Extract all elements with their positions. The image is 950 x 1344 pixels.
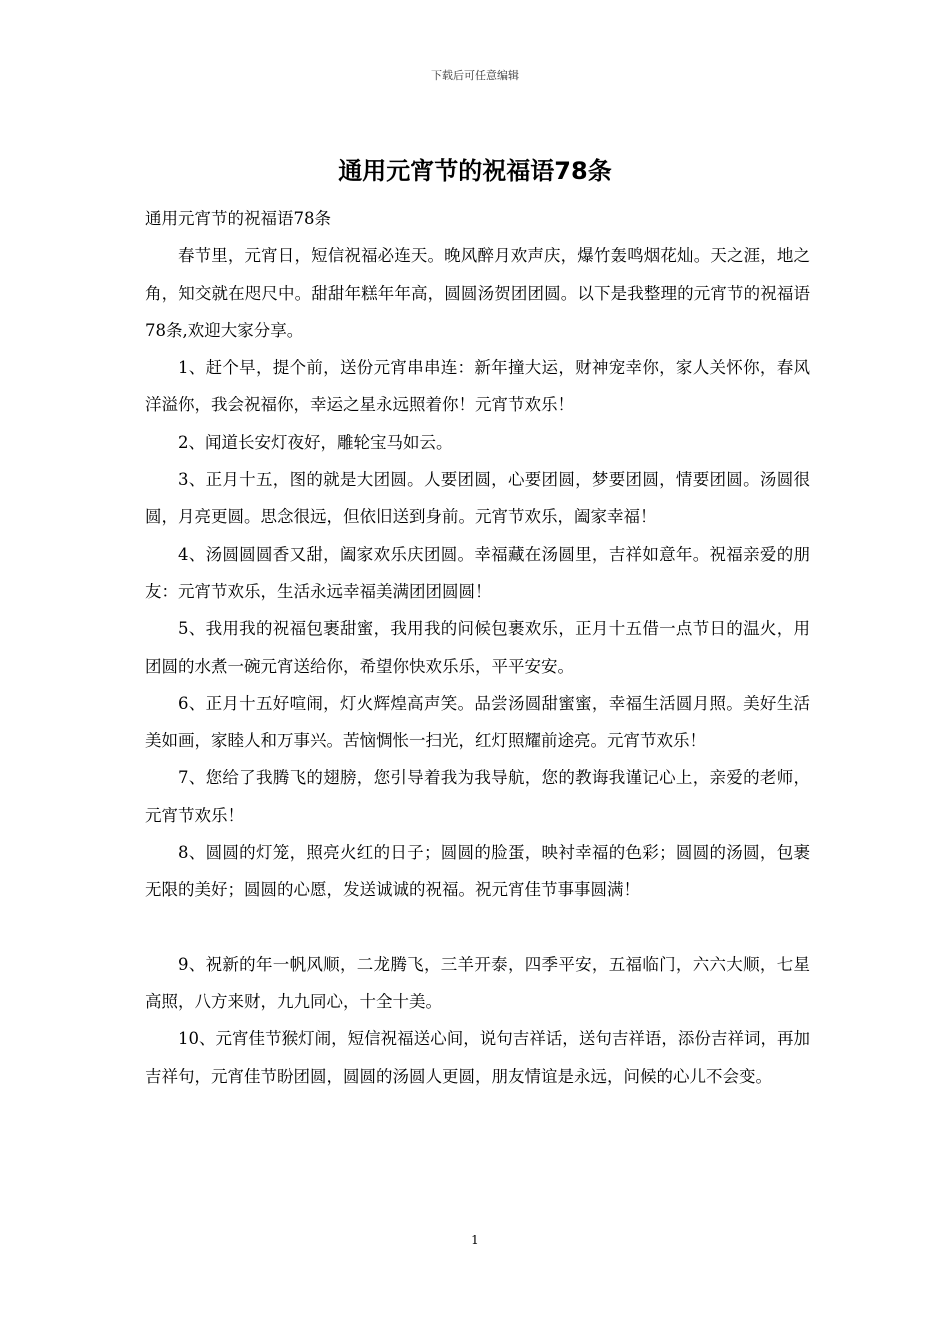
list-item: 1、赶个早，提个前，送份元宵串串连：新年撞大运，财神宠幸你，家人关怀你，春风洋溢你，我会祝福你，幸运之星永远照着你！元宵节欢乐！ <box>145 358 810 415</box>
document-body <box>145 200 810 1095</box>
list-item: 4、汤圆圆圆香又甜，阖家欢乐庆团圆。幸福藏在汤圆里，吉祥如意年。祝福亲爱的朋友：元宵节欢乐，生活永远幸福美满团团圆圆！ <box>145 544 810 601</box>
page-number: 1 <box>471 1233 479 1247</box>
page-header-note: 下载后可任意编辑 <box>431 69 519 82</box>
list-item: 6、正月十五好喧闹，灯火辉煌高声笑。品尝汤圆甜蜜蜜，幸福生活圆月照。美好生活美如画，家睦人和万事兴。苦恼惆怅一扫光，红灯照耀前途亮。元宵节欢乐！ <box>145 693 810 751</box>
intro-paragraph: 春节里，元宵日，短信祝福必连天。晚风醉月欢声庆，爆竹轰鸣烟花灿。天之涯，地之角，知交就在咫尺中。甜甜年糕年年高，圆圆汤贺团团圆。以下是我整理的元宵节的祝福语78条,欢迎大家分享。 <box>145 246 810 340</box>
list-item: 10、元宵佳节猴灯闹，短信祝福送心间，说句吉祥话，送句吉祥语，添份吉祥词，再加吉祥句，元宵佳节盼团圆，圆圆的汤圆人更圆，朋友情谊是永远，问候的心儿不会变。 <box>145 1029 810 1086</box>
list-item: 7、您给了我腾飞的翅膀，您引导着我为我导航，您的教诲我谨记心上，亲爱的老师，元宵节欢乐！ <box>145 768 810 825</box>
list-item: 9、祝新的年一帆风顺，二龙腾飞，三羊开泰，四季平安，五福临门，六六大顺，七星高照，八方来财，九九同心，十全十美。 <box>145 954 810 1011</box>
list-item: 2、闻道长安灯夜好，雕轮宝马如云。 <box>178 432 453 452</box>
document-subtitle: 通用元宵节的祝福语78条 <box>145 209 331 228</box>
list-item: 5、我用我的祝福包裹甜蜜，我用我的问候包裹欢乐，正月十五借一点节日的温火，用团圆的水煮一碗元宵送给你，希望你快欢乐乐，平平安安。 <box>145 619 810 676</box>
list-item: 8、圆圆的灯笼，照亮火红的日子；圆圆的脸蛋，映衬幸福的色彩；圆圆的汤圆，包裹无限的美好；圆圆的心愿，发送诚诚的祝福。祝元宵佳节事事圆满！ <box>145 843 810 900</box>
document-title: 通用元宵节的祝福语78条 <box>338 157 612 185</box>
list-item: 3、正月十五，图的就是大团圆。人要团圆，心要团圆，梦要团圆，情要团圆。汤圆很圆，月亮更圆。思念很远，但依旧送到身前。元宵节欢乐，阖家幸福！ <box>145 470 810 527</box>
